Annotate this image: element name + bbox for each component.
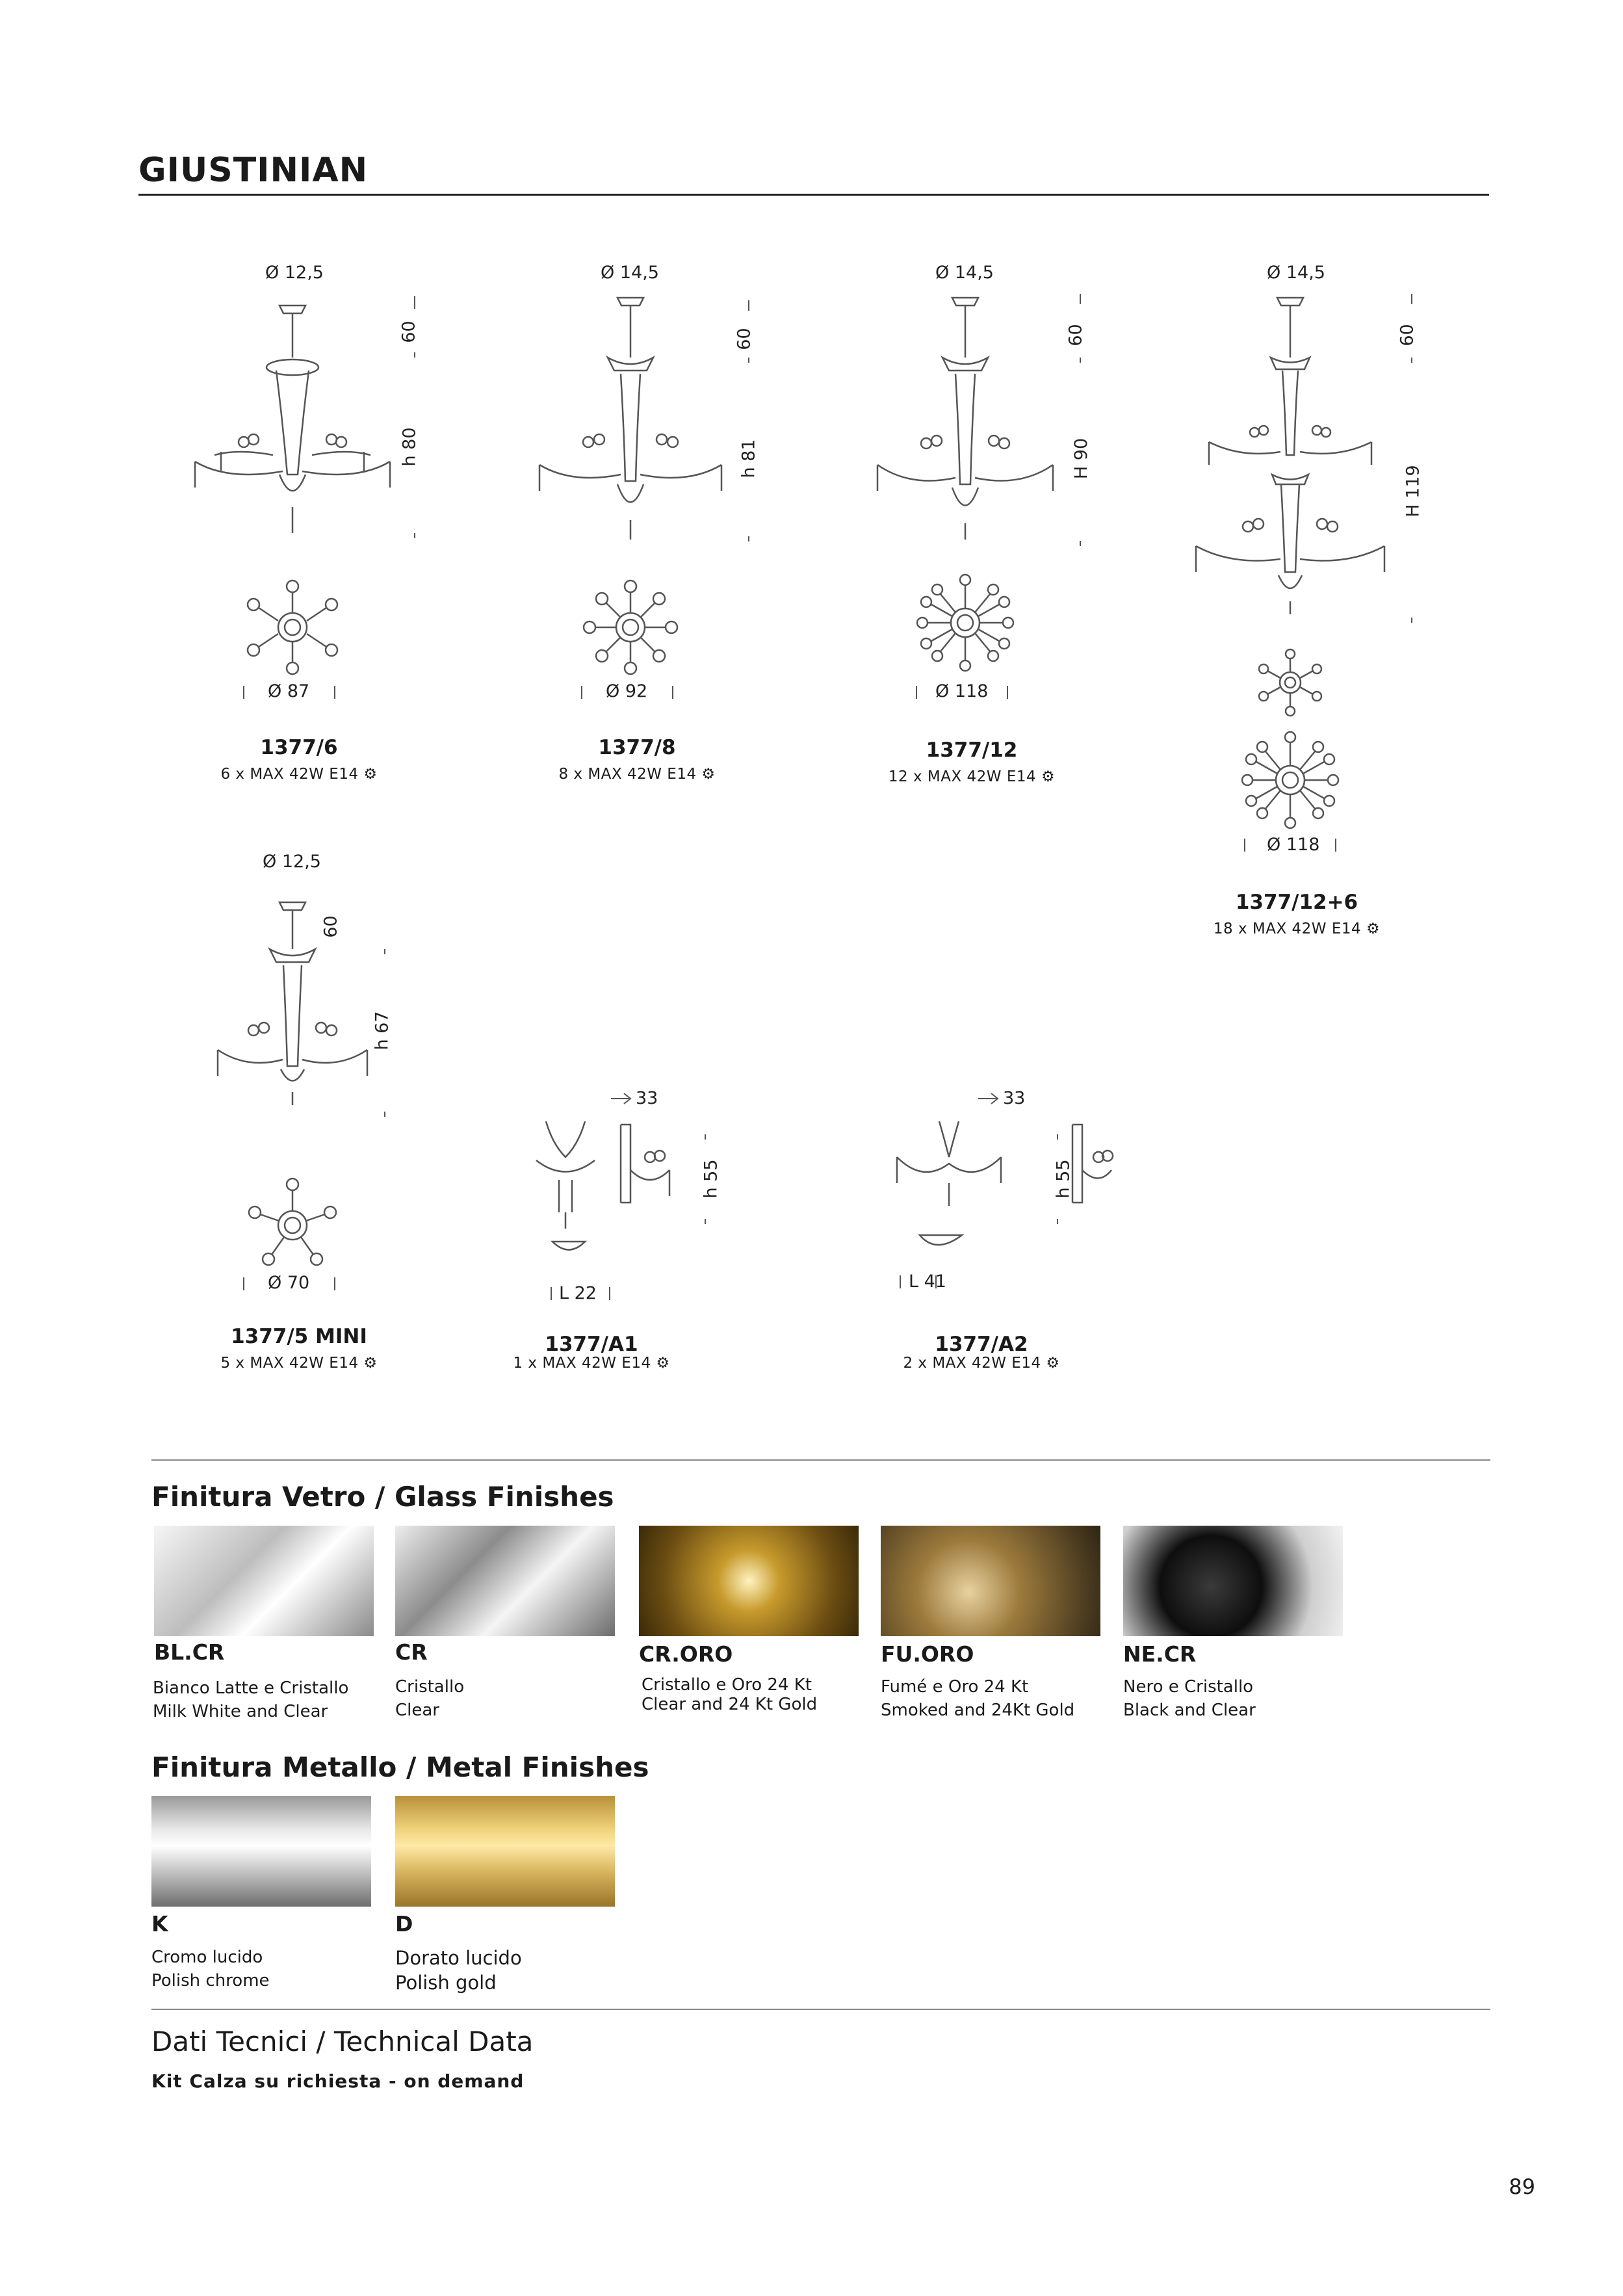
chain-length: 60: [1397, 324, 1418, 346]
overall-diameter: Ø 118: [1267, 835, 1320, 855]
body-height: h 67: [372, 1011, 393, 1050]
product-card: [461, 260, 812, 759]
product-card: [796, 260, 1147, 762]
product-spec: 2 x MAX 42W E14 ⚙: [903, 1355, 1060, 1372]
plan-view-upper: [1259, 649, 1321, 716]
projection: 33: [636, 1088, 658, 1108]
overall-diameter: Ø 70: [268, 1273, 310, 1293]
finish-description: Dorato lucido Polish gold: [395, 1947, 522, 1994]
product-code: 1377/12: [926, 738, 1018, 762]
swatch-cr-oro: [639, 1526, 859, 1636]
chandelier-drawing: [796, 260, 1147, 754]
length: L 22: [559, 1283, 597, 1303]
product-card: [123, 260, 474, 759]
canopy-diameter: Ø 14,5: [601, 263, 659, 283]
length: L 41: [909, 1272, 946, 1292]
body-height: h 81: [738, 439, 759, 478]
finish-description: Nero e Cristallo Black and Clear: [1123, 1677, 1256, 1720]
swatch-fu-oro: [881, 1526, 1100, 1636]
swatch-k: [151, 1796, 371, 1907]
finish-code: CR.ORO: [639, 1641, 733, 1667]
chain-length: 60: [734, 328, 755, 350]
product-spec: 18 x MAX 42W E14 ⚙: [1213, 920, 1381, 937]
finish-code: BL.CR: [154, 1639, 225, 1665]
product-code: 1377/12+6: [1235, 891, 1358, 914]
glass-finishes-heading: Finitura Vetro / Glass Finishes: [151, 1481, 614, 1513]
swatch-d: [395, 1796, 615, 1907]
dimmable-icon: ⚙: [1366, 920, 1381, 937]
body-height: h 80: [399, 427, 420, 467]
canopy-diameter: Ø 12,5: [265, 263, 324, 283]
dimmable-icon: ⚙: [701, 766, 716, 783]
product-card: [455, 1060, 806, 1554]
projection: 33: [1003, 1088, 1026, 1108]
plan-view: [917, 575, 1013, 671]
dimmable-icon: ⚙: [363, 766, 378, 783]
body-height: H 119: [1403, 465, 1423, 517]
plan-view: [248, 581, 337, 674]
product-code: 1377/8: [598, 736, 676, 759]
page-number: 89: [1509, 2174, 1535, 2199]
product-code: 1377/A2: [935, 1333, 1028, 1356]
swatch-bl-cr: [154, 1526, 374, 1636]
overall-diameter: Ø 87: [268, 681, 310, 701]
body-height: H 90: [1071, 437, 1092, 480]
metal-finishes-heading: Finitura Metallo / Metal Finishes: [151, 1751, 649, 1783]
product-card: [845, 1060, 1196, 1554]
product-card: [1121, 260, 1472, 936]
body-height: h 55: [1053, 1159, 1074, 1199]
header-divider: [138, 194, 1489, 196]
plan-view: [249, 1179, 336, 1265]
chain-length: 60: [398, 320, 419, 343]
technical-note: Kit Calza su richiesta - on demand: [151, 2070, 525, 2092]
wall-lamp-drawing: [455, 1060, 806, 1359]
chandelier-drawing: [1121, 260, 1472, 910]
finish-code: FU.ORO: [881, 1641, 974, 1667]
finish-description: Bianco Latte e Cristallo Milk White and Clear: [153, 1678, 349, 1721]
swatch-ne-cr: [1123, 1526, 1343, 1636]
finish-code: K: [151, 1911, 168, 1937]
technical-data-heading: Dati Tecnici / Technical Data: [151, 2026, 534, 2057]
finish-code: NE.CR: [1123, 1641, 1197, 1667]
canopy-diameter: Ø 14,5: [1267, 263, 1325, 283]
dimmable-icon: ⚙: [363, 1355, 378, 1372]
product-spec: 12 x MAX 42W E14 ⚙: [888, 768, 1056, 785]
product-code: 1377/5 MINI: [231, 1325, 367, 1348]
plan-view: [584, 581, 677, 674]
product-spec: 8 x MAX 42W E14 ⚙: [558, 766, 716, 783]
chandelier-drawing: [461, 260, 812, 754]
chandelier-drawing: [123, 852, 474, 1346]
finish-code: CR: [395, 1639, 428, 1665]
dimmable-icon: ⚙: [1046, 1355, 1060, 1372]
product-spec: 5 x MAX 42W E14 ⚙: [220, 1355, 378, 1372]
product-code: 1377/6: [260, 736, 338, 759]
overall-diameter: Ø 92: [606, 681, 648, 701]
chain-length: 60: [320, 915, 341, 938]
section-divider: [151, 1459, 1490, 1461]
finish-description: Fumé e Oro 24 Kt Smoked and 24Kt Gold: [881, 1677, 1075, 1720]
product-spec: 6 x MAX 42W E14 ⚙: [220, 766, 378, 783]
chandelier-drawing: [123, 260, 474, 754]
product-spec: 1 x MAX 42W E14 ⚙: [513, 1355, 670, 1372]
finish-description: Cristallo Clear: [395, 1677, 465, 1720]
dimmable-icon: ⚙: [1041, 768, 1056, 785]
product-code: 1377/A1: [545, 1333, 638, 1356]
finish-description: Cromo lucido Polish chrome: [151, 1948, 270, 1990]
page-title: GIUSTINIAN: [138, 151, 369, 190]
chain-length: 60: [1065, 324, 1086, 346]
dimmable-icon: ⚙: [656, 1355, 670, 1372]
finish-code: D: [395, 1911, 413, 1937]
body-height: h 55: [701, 1159, 721, 1199]
canopy-diameter: Ø 12,5: [263, 852, 321, 872]
product-card: [123, 852, 474, 1346]
overall-diameter: Ø 118: [935, 681, 989, 701]
finish-description: Cristallo e Oro 24 Kt Clear and 24 Kt Gold: [642, 1675, 818, 1714]
section-divider: [151, 2009, 1490, 2010]
canopy-diameter: Ø 14,5: [935, 263, 994, 283]
plan-view-lower: [1242, 732, 1338, 828]
swatch-cr: [395, 1526, 615, 1636]
